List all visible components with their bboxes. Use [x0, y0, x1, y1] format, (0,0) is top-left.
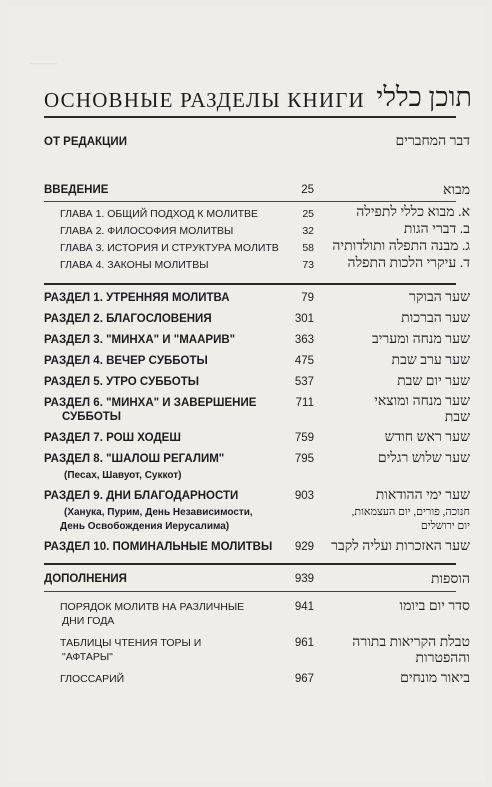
page-number: 961	[294, 637, 314, 649]
chapter-1: ГЛАВА 1. ОБЩИЙ ПОДХОД К МОЛИТВЕ	[60, 208, 259, 220]
appendix-torah-tables-he-line-2: וההפטרות	[415, 651, 470, 666]
section-8-he: שער שלוש רגלים	[377, 451, 470, 466]
section-7-he: שער ראש חודש	[384, 430, 470, 445]
page-number: 79	[301, 292, 314, 304]
chapter-3-he: ג. מבנה התפלה ותולדותיה	[332, 239, 470, 254]
page-number: 941	[294, 601, 314, 613]
section-rule	[44, 591, 456, 592]
chapter-3: ГЛАВА 3. ИСТОРИЯ И СТРУКТУРА МОЛИТВ	[60, 242, 279, 254]
section-9: РАЗДЕЛ 9. ДНИ БЛАГОДАРНОСТИ	[44, 490, 239, 502]
entry-introduction: ВВЕДЕНИЕ	[44, 184, 109, 196]
chapter-1-he: א. מבוא כללי לתפילה	[356, 205, 470, 220]
page-number: 537	[294, 376, 314, 388]
title-rule	[44, 116, 456, 118]
section-3: РАЗДЕЛ 3. "МИНХА" И "МААРИВ"	[44, 334, 236, 346]
section-6-he: שער מנחה ומוצאי	[374, 394, 470, 409]
page-number: 929	[294, 541, 314, 553]
page-number: 795	[294, 453, 314, 465]
appendix-prayer-order: ПОРЯДОК МОЛИТВ НА РАЗЛИЧНЫЕ	[60, 601, 245, 613]
section-10: РАЗДЕЛ 10. ПОМИНАЛЬНЫЕ МОЛИТВЫ	[44, 541, 273, 553]
page-number: 967	[294, 673, 314, 685]
page-number: 711	[295, 397, 314, 409]
page-number: 903	[294, 490, 314, 502]
page-number: 939	[294, 573, 314, 585]
chapter-2-he: ב. דברי הגות	[403, 222, 470, 237]
section-6: РАЗДЕЛ 6. "МИНХА" И ЗАВЕРШЕНИЕ	[44, 397, 257, 409]
page-number: 25	[302, 208, 314, 220]
section-10-he: שער האזכרות ועליה לקבר	[331, 539, 470, 554]
section-rule	[44, 563, 456, 565]
section-6-line-2: СУББОТЫ	[62, 411, 122, 423]
appendix-prayer-order-he: סדר יום ביומו	[399, 599, 470, 614]
section-4-he: שער ערב שבת	[391, 353, 470, 368]
title-hebrew: תוכן כללי	[376, 82, 472, 112]
appendix-glossary: ГЛОССАРИЙ	[60, 673, 125, 685]
section-4: РАЗДЕЛ 4. ВЕЧЕР СУББОТЫ	[44, 355, 208, 367]
page-number: 363	[294, 334, 314, 346]
page-number: 58	[302, 242, 314, 254]
bleed-through: ———	[30, 58, 57, 68]
title-russian: ОСНОВНЫЕ РАЗДЕЛЫ КНИГИ	[44, 88, 365, 112]
page-number: 475	[294, 355, 314, 367]
section-1-he: שער הבוקר	[409, 290, 470, 305]
section-rule	[44, 283, 456, 285]
appendix-glossary-he: ביאור מונחים	[400, 671, 470, 686]
entry-editorial-he: דבר המחברים	[395, 134, 470, 149]
page-number: 301	[294, 313, 314, 325]
appendix-torah-tables-he: טבלת הקריאות בתורה	[352, 635, 470, 650]
section-9-he-holidays-line-2: יום ירושלים	[420, 520, 470, 532]
section-2: РАЗДЕЛ 2. БЛАГОСЛОВЕНИЯ	[44, 313, 212, 325]
page-number: 73	[302, 259, 314, 271]
section-8: РАЗДЕЛ 8. "ШАЛОШ РЕГАЛИМ"	[44, 453, 225, 465]
entry-editorial: ОТ РЕДАКЦИИ	[44, 136, 127, 148]
chapter-2: ГЛАВА 2. ФИЛОСОФИЯ МОЛИТВЫ	[60, 225, 234, 237]
section-9-he-holidays-line-1: חנוכה, פורים, יום העצמאות,	[351, 506, 470, 518]
section-9-he: שער ימי ההודאות	[375, 488, 470, 503]
section-8-holidays: (Песах, Шавуот, Суккот)	[64, 470, 182, 481]
section-7: РАЗДЕЛ 7. РОШ ХОДЕШ	[44, 432, 181, 444]
entry-introduction-he: מבוא	[442, 183, 470, 198]
entry-appendices-he: הוספות	[430, 572, 470, 587]
section-1: РАЗДЕЛ 1. УТРЕННЯЯ МОЛИТВА	[44, 292, 230, 304]
section-6-he-line-2: שבת	[444, 410, 470, 425]
entry-appendices: ДОПОЛНЕНИЯ	[44, 573, 127, 585]
section-2-he: שער הברכות	[401, 311, 470, 326]
page-number: 32	[302, 225, 314, 237]
page-number: 759	[294, 432, 314, 444]
section-3-he: שער מנחה ומעריב	[372, 332, 470, 347]
chapter-4: ГЛАВА 4. ЗАКОНЫ МОЛИТВЫ	[60, 259, 209, 271]
page-number: 25	[301, 184, 314, 196]
section-9-holidays-line-2: День Освобождения Иерусалима)	[60, 521, 230, 532]
chapter-4-he: ד. עיקרי הלכות התפלה	[347, 256, 470, 271]
section-rule	[44, 201, 456, 202]
appendix-torah-tables-line-2: "АФТАРЫ"	[62, 651, 113, 663]
section-5: РАЗДЕЛ 5. УТРО СУББОТЫ	[44, 376, 199, 388]
section-5-he: שער יום שבת	[397, 374, 470, 389]
section-9-holidays-line-1: (Ханука, Пурим, День Независимости,	[64, 507, 253, 518]
appendix-prayer-order-line-2: ДНИ ГОДА	[62, 615, 115, 627]
appendix-torah-tables: ТАБЛИЦЫ ЧТЕНИЯ ТОРЫ И	[60, 637, 202, 649]
